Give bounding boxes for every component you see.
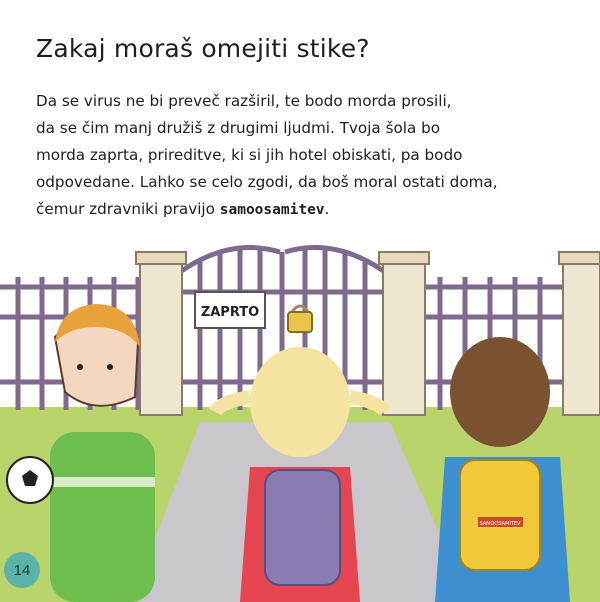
backpack-label: SAMOOSAMITEV [479,521,521,527]
closed-sign-text: ZAPRTO [200,305,260,320]
paragraph-line: da se čim manj družiš z drugimi ljudmi. Tvoja šola bo [36,119,441,137]
page-number-badge: 14 [4,552,40,588]
paragraph-line: odpovedane. Lahko se celo zgodi, da boš moral ostati doma, [36,173,498,191]
paragraph-line [36,196,576,224]
school-gate-illustration [0,232,600,602]
paragraph-text: . [324,200,330,218]
page-title: Zakaj moraš omejiti stike? [36,34,370,63]
emphasized-term: samoosamitev [219,202,325,218]
boy-with-backpack [435,337,570,602]
body-paragraph [36,88,576,224]
paragraph-line: Da se virus ne bi preveč razširil, te bodo morda prosili, [36,92,452,110]
padlock-icon [288,306,312,332]
paragraph-line: morda zaprta, prireditve, ki si jih hotel obiskati, pa bodo [36,146,463,164]
paragraph-text: čemur zdravniki pravijo [36,200,220,218]
